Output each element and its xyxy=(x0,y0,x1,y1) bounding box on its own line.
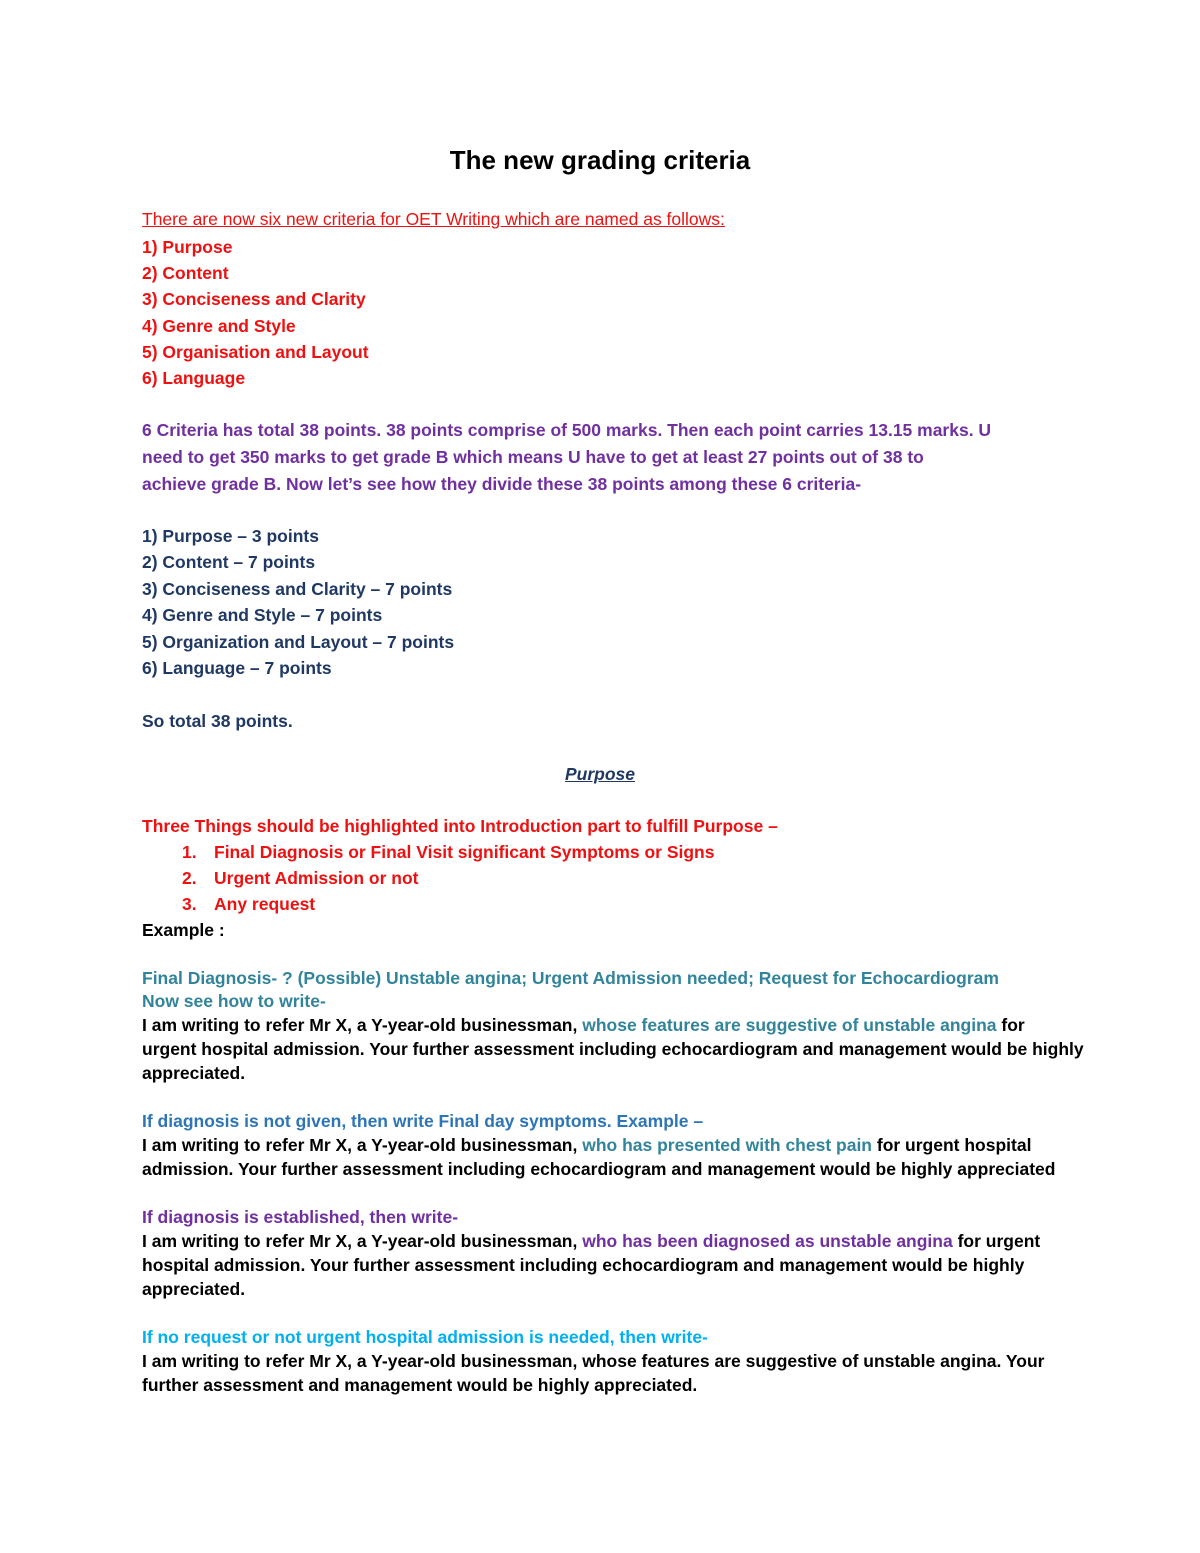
example-1-line: urgent hospital admission. Your further assessment including echocardiogram and management would be highly xyxy=(142,1039,1084,1059)
list-number: 2. xyxy=(182,868,197,888)
three-things-text: Three Things should be highlighted into Introduction part to fulfill Purpose – xyxy=(142,816,778,836)
example-2-line: admission. Your further assessment including echocardiogram and management would be highly appreciated xyxy=(142,1159,1056,1179)
criteria-item: 4) Genre and Style xyxy=(142,316,296,336)
page-title: The new grading criteria xyxy=(449,145,751,175)
things-list-item xyxy=(142,866,419,890)
example-1-line xyxy=(142,1013,1025,1037)
list-number: 3. xyxy=(182,894,197,914)
points-list-item: 2) Content – 7 points xyxy=(142,552,316,572)
list-number: 1. xyxy=(182,842,197,862)
highlighted-phrase: whose features are suggestive of unstable angina xyxy=(582,1015,997,1035)
final-diagnosis-text: Final Diagnosis- ? (Possible) Unstable angina; Urgent Admission needed; Request for Echocardiogram xyxy=(142,968,999,988)
example-text: I am writing to refer Mr X, a Y-year-old businessman, xyxy=(142,1135,583,1155)
list-text: Final Diagnosis or Final Visit significant Symptoms or Signs xyxy=(214,842,715,862)
example-1-line: appreciated. xyxy=(142,1063,246,1083)
points-list-item: 5) Organization and Layout – 7 points xyxy=(142,632,455,652)
purpose-heading: Purpose xyxy=(564,764,636,784)
things-list-item xyxy=(142,892,315,916)
list-text: Any request xyxy=(214,894,316,914)
if-no-request-text: If no request or not urgent hospital admission is needed, then write- xyxy=(142,1327,708,1347)
points-paragraph-line: need to get 350 marks to get grade B which means U have to get at least 27 points out of 38 to xyxy=(142,447,924,467)
example-label: Example : xyxy=(142,920,225,940)
points-paragraph-line: 6 Criteria has total 38 points. 38 points comprise of 500 marks. Then each point carries 13.15 marks. U xyxy=(142,420,992,440)
example-text: for xyxy=(996,1015,1025,1035)
example-4-line: I am writing to refer Mr X, a Y-year-old businessman, whose features are suggestive of unstable angina. Your xyxy=(142,1351,1045,1371)
example-3-line xyxy=(142,1229,1040,1253)
if-not-given-text: If diagnosis is not given, then write Final day symptoms. Example – xyxy=(142,1111,704,1131)
criteria-item: 2) Content xyxy=(142,263,229,283)
example-text: for urgent hospital xyxy=(872,1135,1032,1155)
criteria-item: 3) Conciseness and Clarity xyxy=(142,289,366,309)
example-text: I am writing to refer Mr X, a Y-year-old businessman, xyxy=(142,1231,583,1251)
example-4-line: further assessment and management would be highly appreciated. xyxy=(142,1375,698,1395)
intro-text: There are now six new criteria for OET Writing which are named as follows: xyxy=(142,209,725,229)
list-text: Urgent Admission or not xyxy=(214,868,419,888)
example-2-line xyxy=(142,1133,1031,1157)
points-list-item: 4) Genre and Style – 7 points xyxy=(142,605,383,625)
example-text: for urgent xyxy=(952,1231,1041,1251)
points-list-item: 1) Purpose – 3 points xyxy=(142,526,319,546)
example-3-line: appreciated. xyxy=(142,1279,246,1299)
points-list-item: 3) Conciseness and Clarity – 7 points xyxy=(142,579,453,599)
highlighted-phrase: who has been diagnosed as unstable angina xyxy=(582,1231,953,1251)
now-see-text: Now see how to write- xyxy=(142,991,326,1011)
things-list-item xyxy=(142,840,714,864)
criteria-item: 1) Purpose xyxy=(142,237,233,257)
total-points: So total 38 points. xyxy=(142,711,293,731)
highlighted-phrase: who has presented with chest pain xyxy=(582,1135,872,1155)
if-established-text: If diagnosis is established, then write- xyxy=(142,1207,459,1227)
criteria-item: 5) Organisation and Layout xyxy=(142,342,369,362)
criteria-item: 6) Language xyxy=(142,368,246,388)
example-text: I am writing to refer Mr X, a Y-year-old businessman, xyxy=(142,1015,583,1035)
points-paragraph-line: achieve grade B. Now let’s see how they divide these 38 points among these 6 criteria- xyxy=(142,474,862,494)
points-list-item: 6) Language – 7 points xyxy=(142,658,332,678)
example-3-line: hospital admission. Your further assessment including echocardiogram and management would be highly xyxy=(142,1255,1025,1275)
